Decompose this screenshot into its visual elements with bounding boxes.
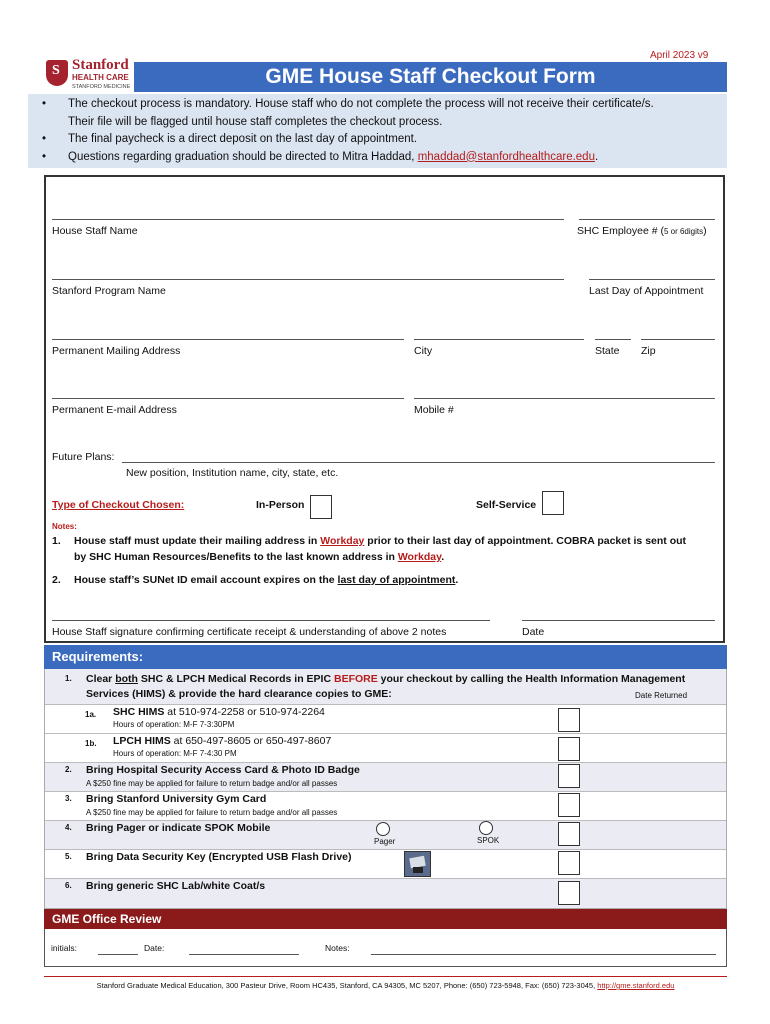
requirement-2-text: Bring Hospital Security Access Card & Photo ID Badge <box>86 764 360 776</box>
state-input[interactable] <box>595 339 631 340</box>
review-notes-label: Notes: <box>325 943 350 953</box>
mobile-input[interactable] <box>414 398 715 399</box>
employee-number-input[interactable] <box>579 219 715 220</box>
signature-date-label: Date <box>522 626 545 638</box>
signature-label: House Staff signature confirming certificate receipt & understanding of above 2 notes <box>52 626 447 638</box>
requirement-6-checkbox[interactable] <box>558 881 580 905</box>
instructions-list <box>28 94 727 168</box>
in-person-label: In-Person <box>256 499 305 511</box>
form-version: April 2023 v9 <box>650 50 709 61</box>
requirement-2-number: 2. <box>65 765 72 774</box>
requirement-2-checkbox[interactable] <box>558 764 580 788</box>
requirement-4-checkbox[interactable] <box>558 822 580 846</box>
requirement-1b-checkbox[interactable] <box>558 737 580 761</box>
requirement-5-checkbox[interactable] <box>558 851 580 875</box>
last-day-input[interactable] <box>589 279 715 280</box>
requirement-1a-checkbox[interactable] <box>558 708 580 732</box>
note-1: House staff must update their mailing address in Workday prior to their last day of appointment. COBRA packet is sent out by SHC Human Resources/Benefits to the last known address in Workday. <box>74 535 687 563</box>
employee-number-label: SHC Employee # (5 or 6digits) <box>577 225 707 237</box>
date-returned-label: Date Returned <box>635 691 688 700</box>
zip-input[interactable] <box>641 339 715 340</box>
logo-line3: STANFORD MEDICINE <box>72 84 131 90</box>
email-link[interactable]: mhaddad@stanfordhealthcare.edu <box>417 150 595 163</box>
requirement-1b-text: LPCH HIMS at 650-497-8605 or 650-497-8607 <box>113 735 332 747</box>
note-1-number: 1. <box>52 535 61 547</box>
mailing-address-label: Permanent Mailing Address <box>52 345 181 357</box>
requirement-3-text: Bring Stanford University Gym Card <box>86 793 267 805</box>
future-plans-label: Future Plans: <box>52 451 115 463</box>
signature-input[interactable] <box>52 620 490 621</box>
logo-line1: Stanford <box>72 57 129 73</box>
requirement-4-text: Bring Pager or indicate SPOK Mobile <box>86 822 271 834</box>
page-title: GME House Staff Checkout Form <box>134 62 727 92</box>
notes-label: Notes: <box>52 522 77 531</box>
requirement-3-number: 3. <box>65 794 72 803</box>
requirement-6-text: Bring generic SHC Lab/white Coat/s <box>86 880 266 892</box>
spok-label: SPOK <box>477 836 500 845</box>
bullet-paycheck: • The final paycheck is a direct deposit on the last day of appointment. <box>28 131 727 149</box>
usb-key-icon <box>404 851 431 877</box>
zip-label: Zip <box>641 345 656 357</box>
requirement-5-text: Bring Data Security Key (Encrypted USB Flash Drive) <box>86 851 352 863</box>
gme-review-header: GME Office Review <box>44 909 727 929</box>
requirements-section <box>44 669 727 909</box>
pager-label: Pager <box>374 837 396 846</box>
review-notes-input[interactable] <box>371 954 716 955</box>
requirement-4-number: 4. <box>65 823 72 832</box>
requirement-6-number: 6. <box>65 881 72 890</box>
requirement-1-number: 1. <box>65 674 72 683</box>
requirement-1b-number: 1b. <box>85 739 97 748</box>
logo-line2: HEALTH CARE <box>72 73 129 82</box>
last-day-label: Last Day of Appointment <box>589 285 704 297</box>
requirements-header: Requirements: <box>44 645 727 669</box>
footer-address: Stanford Graduate Medical Education, 300 Pasteur Drive, Room HC435, Stanford, CA 94305, MC 5207, Phone: (650) 723-5948, Fax: (650) 723-3045, <box>96 981 598 990</box>
in-person-checkbox[interactable] <box>310 495 332 519</box>
house-staff-name-input[interactable] <box>52 219 564 220</box>
requirement-1b-hours: Hours of operation: M-F 7-4:30 PM <box>113 749 237 758</box>
gme-website-link[interactable]: http://gme.stanford.edu <box>597 981 675 990</box>
requirement-5-number: 5. <box>65 852 72 861</box>
personal-info-section <box>44 175 725 643</box>
program-name-label: Stanford Program Name <box>52 285 166 297</box>
requirement-1a-text: SHC HIMS at 510-974-2258 or 510-974-2264 <box>113 706 325 718</box>
house-staff-name-label: House Staff Name <box>52 225 138 237</box>
review-date-input[interactable] <box>189 954 299 955</box>
requirement-1a-number: 1a. <box>85 710 97 719</box>
self-service-checkbox[interactable] <box>542 491 564 515</box>
initials-label: initials: <box>51 943 77 953</box>
review-date-label: Date: <box>144 943 165 953</box>
state-label: State <box>595 345 620 357</box>
note-2: House staff’s SUNet ID email account expires on the last day of appointment. <box>74 574 459 586</box>
bullet-questions: • Questions regarding graduation should be directed to Mitra Haddad, mhaddad@stanfordhealthcare.edu. <box>28 149 727 167</box>
future-plans-input[interactable] <box>122 462 715 463</box>
stanford-health-care-logo <box>44 57 134 95</box>
note-2-number: 2. <box>52 574 61 586</box>
shield-icon <box>46 60 68 86</box>
requirement-1-text: Clear both SHC & LPCH Medical Records in EPIC BEFORE your checkout by calling the Health Information Management Services (HIMS) & provide the hard clearance copies to GME: <box>86 673 686 700</box>
email-label: Permanent E-mail Address <box>52 404 177 416</box>
pager-radio[interactable] <box>376 822 390 836</box>
program-name-input[interactable] <box>52 279 564 280</box>
spok-radio[interactable] <box>479 821 493 835</box>
initials-input[interactable] <box>98 954 138 955</box>
gme-review-section <box>44 929 727 967</box>
requirement-3-fine: A $250 fine may be applied for failure to return badge and/or all passes <box>86 808 338 817</box>
email-input[interactable] <box>52 398 404 399</box>
city-input[interactable] <box>414 339 584 340</box>
city-label: City <box>414 345 433 357</box>
future-plans-hint: New position, Institution name, city, state, etc. <box>126 467 339 479</box>
checkout-type-label: Type of Checkout Chosen: <box>52 499 185 511</box>
requirement-1a-hours: Hours of operation: M-F 7-3:30PM <box>113 720 235 729</box>
requirement-2-fine: A $250 fine may be applied for failure to return badge and/or all passes <box>86 779 338 788</box>
mailing-address-input[interactable] <box>52 339 404 340</box>
footer <box>44 976 727 990</box>
self-service-label: Self-Service <box>476 499 537 511</box>
signature-date-input[interactable] <box>522 620 715 621</box>
mobile-label: Mobile # <box>414 404 454 416</box>
bullet-mandatory: • The checkout process is mandatory. House staff who do not complete the process will not receive their certificate/s. Their file will be flagged until house staff completes the checkout process. <box>28 96 727 131</box>
requirement-3-checkbox[interactable] <box>558 793 580 817</box>
